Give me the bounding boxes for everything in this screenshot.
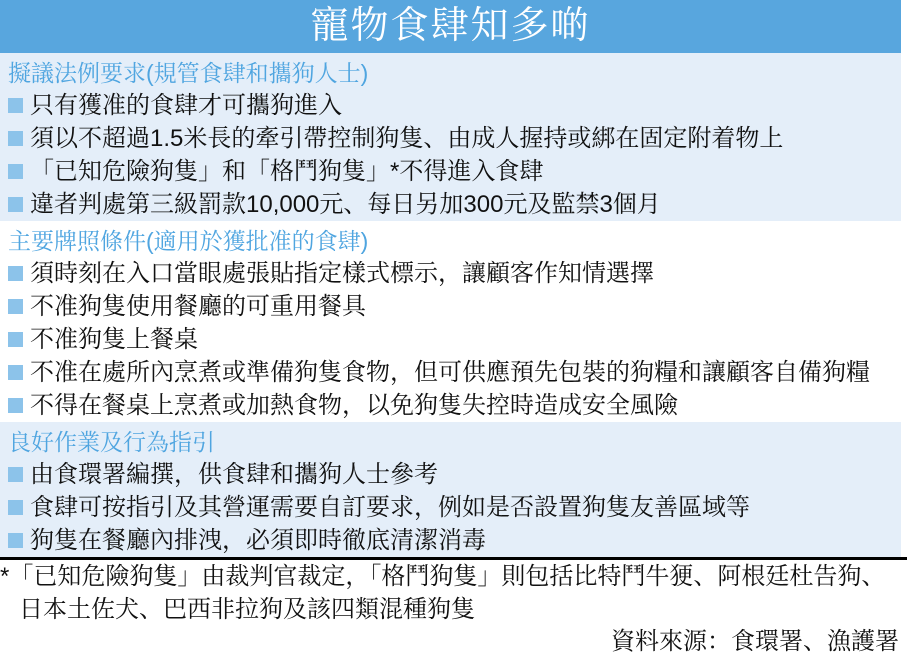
section-header: 擬議法例要求(規管食肆和攜狗人士) [8,60,369,86]
bullet-square-icon [8,467,23,482]
list-item-text: 不准在處所內烹煮或準備狗隻食物，但可供應預先包裝的狗糧和讓顧客自備狗糧 [30,359,870,386]
list-item [0,122,901,155]
bullet-square-icon [8,299,23,314]
section-header: 良好作業及行為指引 [8,429,215,455]
section-good-practice [0,422,901,557]
list-item [0,356,901,389]
footnote: *「已知危險狗隻」由裁判官裁定，「格鬥狗隻」則包括比特鬥牛㹴、阿根廷杜告狗、日本土佐犬、巴西非拉狗及該四類混種狗隻 [0,563,886,623]
bullet-square-icon [8,98,23,113]
page-title: 寵物食肆知多啲 [310,5,591,47]
list-item [0,458,901,491]
bullet-square-icon [8,365,23,380]
section-proposed-law [0,53,901,221]
bullet-square-icon [8,197,23,212]
list-item-text: 「已知危險狗隻」和「格鬥狗隻」*不得進入食肆 [30,158,544,185]
bullet-square-icon [8,332,23,347]
bullet-square-icon [8,533,23,548]
source-credit: 資料來源：食環署、漁護署 [611,628,899,655]
list-item-text: 不准狗隻上餐桌 [30,326,198,353]
list-item-text: 食肆可按指引及其營運需要自訂要求，例如是否設置狗隻友善區域等 [30,494,750,521]
bullet-square-icon [8,266,23,281]
list-item [0,323,901,356]
title-bar [0,0,901,53]
bullet-square-icon [8,164,23,179]
bullet-square-icon [8,398,23,413]
list-item-text: 須以不超過1.5米長的牽引帶控制狗隻、由成人握持或綁在固定附着物上 [30,125,784,152]
list-item [0,155,901,188]
list-item [0,290,901,323]
bullet-square-icon [8,500,23,515]
list-item-text: 不准狗隻使用餐廳的可重用餐具 [30,293,366,320]
list-item [0,188,901,221]
section-header: 主要牌照條件(適用於獲批准的食肆) [8,228,369,254]
list-item [0,389,901,422]
list-item [0,491,901,524]
list-item-text: 只有獲准的食肆才可攜狗進入 [30,92,342,119]
section-licence-conditions [0,221,901,422]
list-item-text: 違者判處第三級罰款10,000元、每日另加300元及監禁3個月 [30,191,661,218]
list-item [0,524,901,557]
list-item-text: 不得在餐桌上烹煮或加熱食物，以免狗隻失控時造成安全風險 [30,392,678,419]
list-item-text: 由食環署編撰，供食肆和攜狗人士參考 [30,461,438,488]
list-item-text: 須時刻在入口當眼處張貼指定樣式標示，讓顧客作知情選擇 [30,260,654,287]
bullet-square-icon [8,131,23,146]
list-item-text: 狗隻在餐廳內排洩，必須即時徹底清潔消毒 [30,527,486,554]
list-item [0,257,901,290]
list-item [0,89,901,122]
